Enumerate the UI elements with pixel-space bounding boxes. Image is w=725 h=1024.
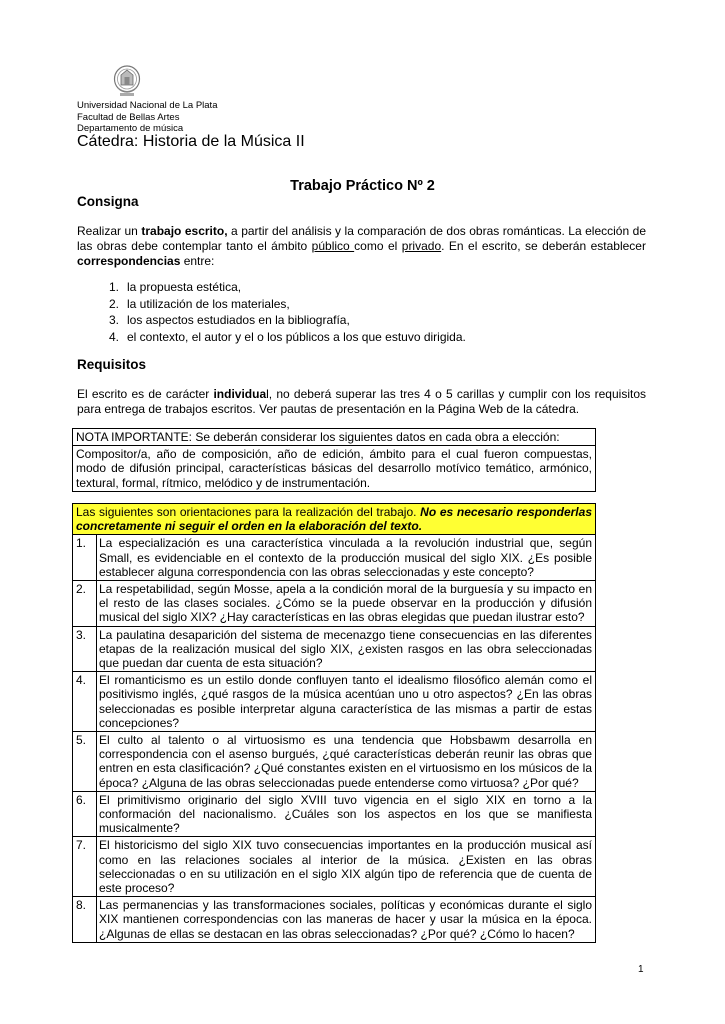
question-text: Las permanencias y las transformaciones sociales, políticas y económicas durante el siglo XIX mantienen correspondencias con las maneras de hacer y usar la música en la época. ¿Algunas de ellas se destacan en las obras seleccionadas? ¿Por qué? ¿Cómo lo hacen? xyxy=(97,897,596,943)
question-text: El culto al talento o al virtuosismo es una tendencia que Hobsbawm desarrolla en correspondencia con el asenso burgués, ¿qué características deberán reunir las obras que entren en esta clasificación? ¿Qué constantes existen en el virtuosismo en los músicos de la época? ¿Alguna de las obras seleccionadas puede entenderse como virtuosa? ¿Por qué? xyxy=(97,732,596,792)
text-run-underline: público xyxy=(311,239,355,253)
text-run: a partir del análisis y la comparación de dos obras románticas. La elección de las obras debe contemplar tanto el ámbito xyxy=(77,224,646,253)
institution-line: Departamento de música xyxy=(77,123,184,134)
institution-block xyxy=(77,100,217,135)
consigna-paragraph xyxy=(77,224,646,269)
table-row xyxy=(73,791,596,837)
text-run: El escrito es de carácter xyxy=(77,387,214,401)
list-item xyxy=(77,329,637,346)
list-text: la propuesta estética, xyxy=(127,280,242,294)
university-seal-icon xyxy=(112,64,142,98)
question-number: 5. xyxy=(73,732,97,792)
text-run: entre: xyxy=(180,254,215,268)
consigna-heading: Consigna xyxy=(77,194,139,209)
question-number: 8. xyxy=(73,897,97,943)
list-item xyxy=(77,312,637,329)
question-number: 4. xyxy=(73,672,97,732)
question-text: El primitivismo originario del siglo XVIII tuvo vigencia en el siglo XIX en torno a la conformación del nacionalismo. ¿Cuáles son los aspectos en los que se manifiesta musicalmente? xyxy=(97,791,596,837)
orientaciones-table xyxy=(72,503,596,943)
list-item xyxy=(77,279,637,296)
requisitos-paragraph xyxy=(77,387,646,417)
institution-line: Facultad de Bellas Artes xyxy=(77,111,180,123)
table-row xyxy=(73,672,596,732)
question-text: El romanticismo es un estilo donde confluyen tanto el idealismo filosófico alemán como el positivismo inglés, ¿qué rasgos de la música acentúan uno u otro aspectos? ¿En las obras seleccionadas es posible interpretar alguna característica de las mismas a partir de estas concepciones? xyxy=(97,672,596,732)
question-number: 2. xyxy=(73,581,97,627)
list-text: los aspectos estudiados en la bibliografía, xyxy=(127,313,350,327)
list-number: 3. xyxy=(108,313,119,327)
text-run: como el xyxy=(354,239,402,253)
question-number: 1. xyxy=(73,535,97,581)
orientaciones-intro xyxy=(73,504,596,535)
text-run-bold: correspondencias xyxy=(77,254,181,268)
question-text: La especialización es una característica vinculada a la revolución industrial que, según Small, es evidenciable en el contexto de la producción musical del siglo XIX. ¿Es posible establecer alguna correspondencia con las obras seleccionadas y este concepto? xyxy=(97,535,596,581)
nota-importante-table xyxy=(72,428,596,492)
requisitos-heading: Requisitos xyxy=(77,357,147,372)
consigna-list xyxy=(77,279,637,345)
text-run: . En el escrito, se deberán establecer xyxy=(441,239,646,253)
question-text: El historicismo del siglo XIX tuvo consecuencias importantes en la producción musical así como en las relaciones sociales al interior de la música. ¿Existen en las obras seleccionadas o en su utilización en el siglo XIX algún tipo de referencia que de cuenta de este proceso? xyxy=(97,837,596,897)
text-run-underline: privado xyxy=(401,239,442,253)
text-run-bold-italic: No es necesario responderlas concretamente ni seguir el orden en la elaboración del texto. xyxy=(76,505,592,534)
list-number: 1. xyxy=(108,280,119,294)
table-row xyxy=(73,732,596,792)
catedra-title: Cátedra: Historia de la Música II xyxy=(77,133,305,150)
table-row xyxy=(73,897,596,943)
text-run: Las siguientes son orientaciones para la realización del trabajo. xyxy=(76,505,421,519)
text-run: Realizar un xyxy=(77,224,142,238)
document-title: Trabajo Práctico Nº 2 xyxy=(290,178,435,194)
list-text: la utilización de los materiales, xyxy=(127,296,290,311)
list-number: 2. xyxy=(108,296,119,311)
nota-heading: NOTA IMPORTANTE: Se deberán considerar los siguientes datos en cada obra a elección: xyxy=(73,429,596,446)
nota-body: Compositor/a, año de composición, año de edición, ámbito para el cual fueron compuestas, modo de difusión principal, características básicas del desarrollo motívico temático, armónico, textural, formal, rítmico, melódico y de instrumentación. xyxy=(73,446,596,492)
table-row xyxy=(73,535,596,581)
list-number: 4. xyxy=(108,329,119,344)
text-run: l, no deberá superar las tres 4 o 5 carillas y cumplir con los requisitos para entrega de trabajos escritos. Ver pautas de presentación en la Página Web de la cátedra. xyxy=(77,387,646,416)
list-text: el contexto, el autor y el o los públicos a los que estuvo dirigida. xyxy=(127,329,466,344)
table-row xyxy=(73,626,596,672)
text-run-bold: individua xyxy=(213,387,267,401)
table-row xyxy=(73,837,596,897)
text-run-bold: trabajo escrito, xyxy=(141,224,228,238)
question-text: La respetabilidad, según Mosse, apela a la condición moral de la burguesía y su impacto en el resto de las clases sociales. ¿Cómo se la puede observar en la producción y difusión musical del siglo XIX? ¿Hay características en las obras elegidas que puedan ilustrar esto? xyxy=(97,581,596,627)
institution-line: Universidad Nacional de La Plata xyxy=(77,100,218,111)
question-text: La paulatina desaparición del sistema de mecenazgo tiene consecuencias en las diferentes etapas de la realización musical del siglo XIX, ¿existen rasgos en las obra seleccionadas que puedan dar cuenta de esta situación? xyxy=(97,626,596,672)
list-item xyxy=(77,296,637,313)
table-row xyxy=(73,581,596,627)
question-number: 7. xyxy=(73,837,97,897)
page-number: 1 xyxy=(638,964,644,975)
question-number: 6. xyxy=(73,791,97,837)
question-number: 3. xyxy=(73,626,97,672)
